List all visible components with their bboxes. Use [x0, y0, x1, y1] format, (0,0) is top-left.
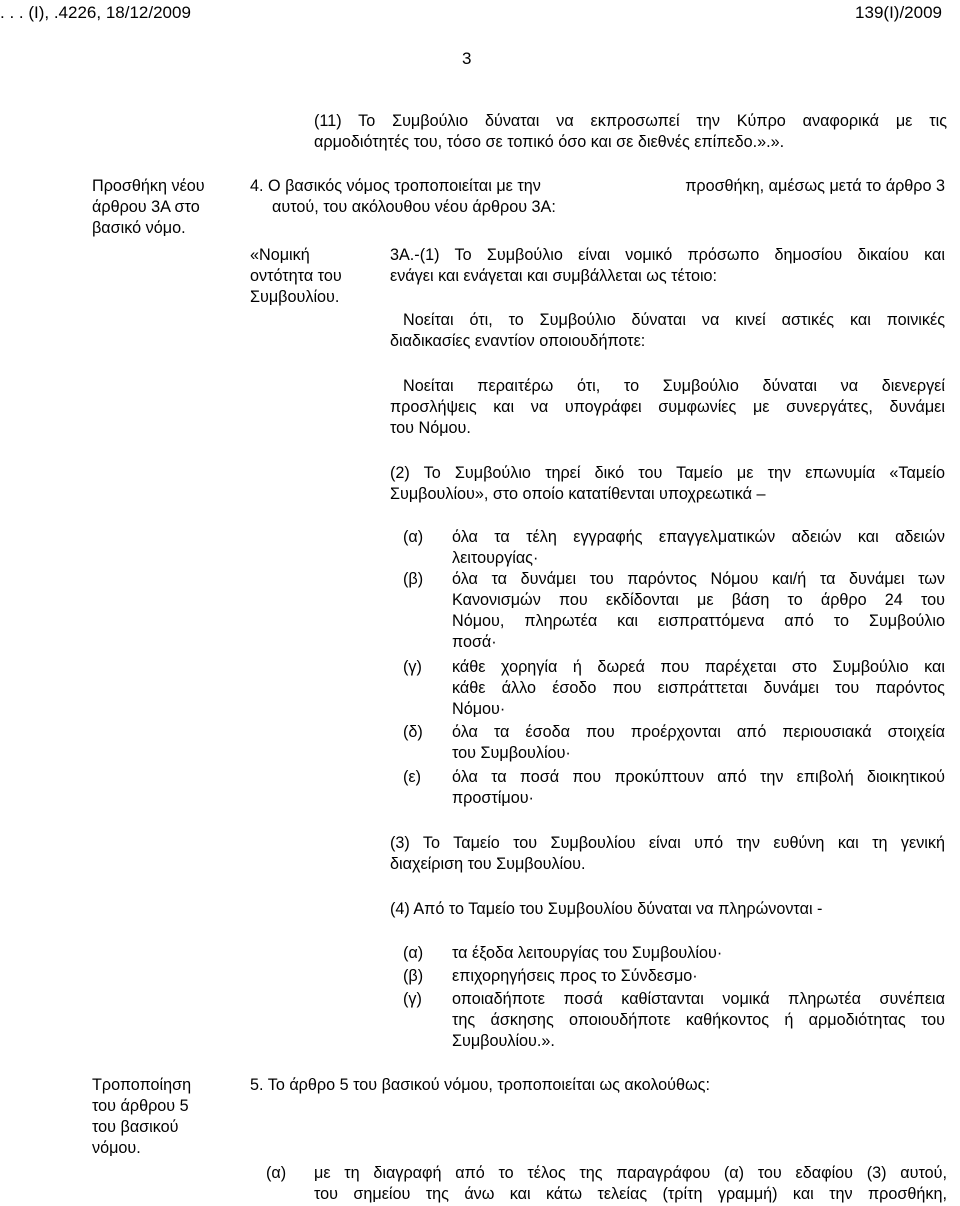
proviso-line: Νοείται περαιτέρω ότι, το Συμβούλιο δύναται να διενεργεί [403, 377, 945, 395]
margin-note-line: νόμου. [92, 1139, 141, 1157]
proviso-line: Νοείται ότι, το Συμβούλιο δύναται να κινεί αστικές και ποινικές [403, 311, 945, 329]
list-item-line: όλα τα ποσά που προκύπτουν από την επιβολή διοικητικού [452, 768, 945, 786]
inner-margin-note-line: «Νομική [250, 246, 310, 264]
margin-note-line: του άρθρου 5 [92, 1097, 189, 1115]
list-item-label: (α) [403, 944, 424, 962]
list-item-line: επιχορηγήσεις προς το Σύνδεσμο· [452, 967, 698, 985]
list-item-line: του σημείου της άνω και κάτω τελείας (τρίτη γραμμή) και την προσθήκη, [314, 1185, 947, 1203]
list-item-line: τα έξοδα λειτουργίας του Συμβουλίου· [452, 944, 723, 962]
para-11-line: (11) Το Συμβούλιο δύναται να εκπροσωπεί την Κύπρο αναφορικά με τις [314, 112, 947, 130]
list-item-label: (β) [403, 570, 424, 588]
subsection-4-line: (4) Από το Ταμείο του Συμβουλίου δύναται να πληρώνονται - [390, 900, 823, 918]
list-item-line: όλα τα τέλη εγγραφής επαγγελματικών αδειών και αδειών [452, 528, 945, 546]
section-4-line: αυτού, του ακόλουθου νέου άρθρου 3Α: [272, 198, 556, 216]
header-left: . . . (Ι), .4226, 18/12/2009 [0, 3, 191, 22]
margin-note-line: Προσθήκη νέου [92, 177, 205, 195]
list-item-line: προστίμου· [452, 789, 534, 807]
list-item-label: (ε) [403, 768, 421, 786]
section-5-line: 5. Το άρθρο 5 του βασικού νόμου, τροποποιείται ως ακολούθως: [250, 1076, 710, 1094]
subsection-2-line: Συμβουλίου», στο οποίο κατατίθενται υποχρεωτικά – [390, 485, 766, 503]
section-4-line: 4. Ο βασικός νόμος τροποποιείται με την [250, 177, 541, 195]
proviso-line: διαδικασίες εναντίον οποιουδήποτε: [390, 332, 646, 350]
list-item-label: (α) [403, 528, 424, 546]
page-number: 3 [462, 49, 472, 68]
list-item-line: κάθε άλλο έσοδο που εισπράττεται δυνάμει του παρόντος [452, 679, 945, 697]
article-3a-line: ενάγει και ενάγεται και συμβάλλεται ως τέτοιο: [390, 267, 718, 285]
list-item-line: Συμβουλίου.». [452, 1032, 555, 1050]
subsection-2-line: (2) Το Συμβούλιο τηρεί δικό του Ταμείο με την επωνυμία «Ταμείο [390, 464, 945, 482]
list-item-line: οποιαδήποτε ποσά καθίστανται νομικά πληρωτέα συνέπεια [452, 990, 945, 1008]
section-4-line: προσθήκη, αμέσως μετά το άρθρο 3 [685, 177, 945, 195]
article-3a-line: 3Α.-(1) Το Συμβούλιο είναι νομικό πρόσωπο δημοσίου δικαίου και [390, 246, 945, 264]
list-item-line: κάθε χορηγία ή δωρεά που παρέχεται στο Συμβούλιο και [452, 658, 945, 676]
proviso-line: του Νόμου. [390, 419, 471, 437]
list-item-label: (β) [403, 967, 424, 985]
list-item-line: με τη διαγραφή από το τέλος της παραγράφου (α) του εδαφίου (3) αυτού, [314, 1164, 947, 1182]
list-item-line: του Συμβουλίου· [452, 744, 571, 762]
list-item-label: (δ) [403, 723, 423, 741]
header-right: 139(Ι)/2009 [855, 3, 942, 22]
proviso-line: προσλήψεις και να υπογράφει συμφωνίες με συνεργάτες, δυνάμει [390, 398, 945, 416]
list-item-line: Κανονισμών που εκδίδονται με βάση το άρθρο 24 του [452, 591, 945, 609]
para-11-line: αρμοδιότητές του, τόσο σε τοπικό όσο και σε διεθνές επίπεδο.».». [314, 133, 785, 151]
margin-note-line: βασικό νόμο. [92, 219, 186, 237]
list-item-line: Νόμου· [452, 700, 506, 718]
list-item-label: (γ) [403, 990, 422, 1008]
margin-note-line: Τροποποίηση [92, 1076, 192, 1094]
list-item-line: Νόμου, πληρωτέα και εισπραττόμενα από το Συμβούλιο [452, 612, 945, 630]
inner-margin-note-line: οντότητα του [250, 267, 342, 285]
list-item-line: όλα τα έσοδα που προέρχονται από περιουσιακά στοιχεία [452, 723, 945, 741]
subsection-3-line: (3) Το Ταμείο του Συμβουλίου είναι υπό την ευθύνη και τη γενική [390, 834, 945, 852]
list-item-line: όλα τα δυνάμει του παρόντος Νόμου και/ή τα δυνάμει των [452, 570, 945, 588]
list-item-line: ποσά· [452, 633, 497, 651]
inner-margin-note-line: Συμβουλίου. [250, 288, 340, 306]
margin-note-line: του βασικού [92, 1118, 179, 1136]
margin-note-line: άρθρου 3Α στο [92, 198, 200, 216]
list-item-line: λειτουργίας· [452, 549, 539, 567]
list-item-label: (γ) [403, 658, 422, 676]
list-item-line: της άσκησης οποιουδήποτε καθήκοντος ή αρμοδιότητας του [452, 1011, 945, 1029]
list-item-label: (α) [266, 1164, 287, 1182]
subsection-3-line: διαχείριση του Συμβουλίου. [390, 855, 586, 873]
